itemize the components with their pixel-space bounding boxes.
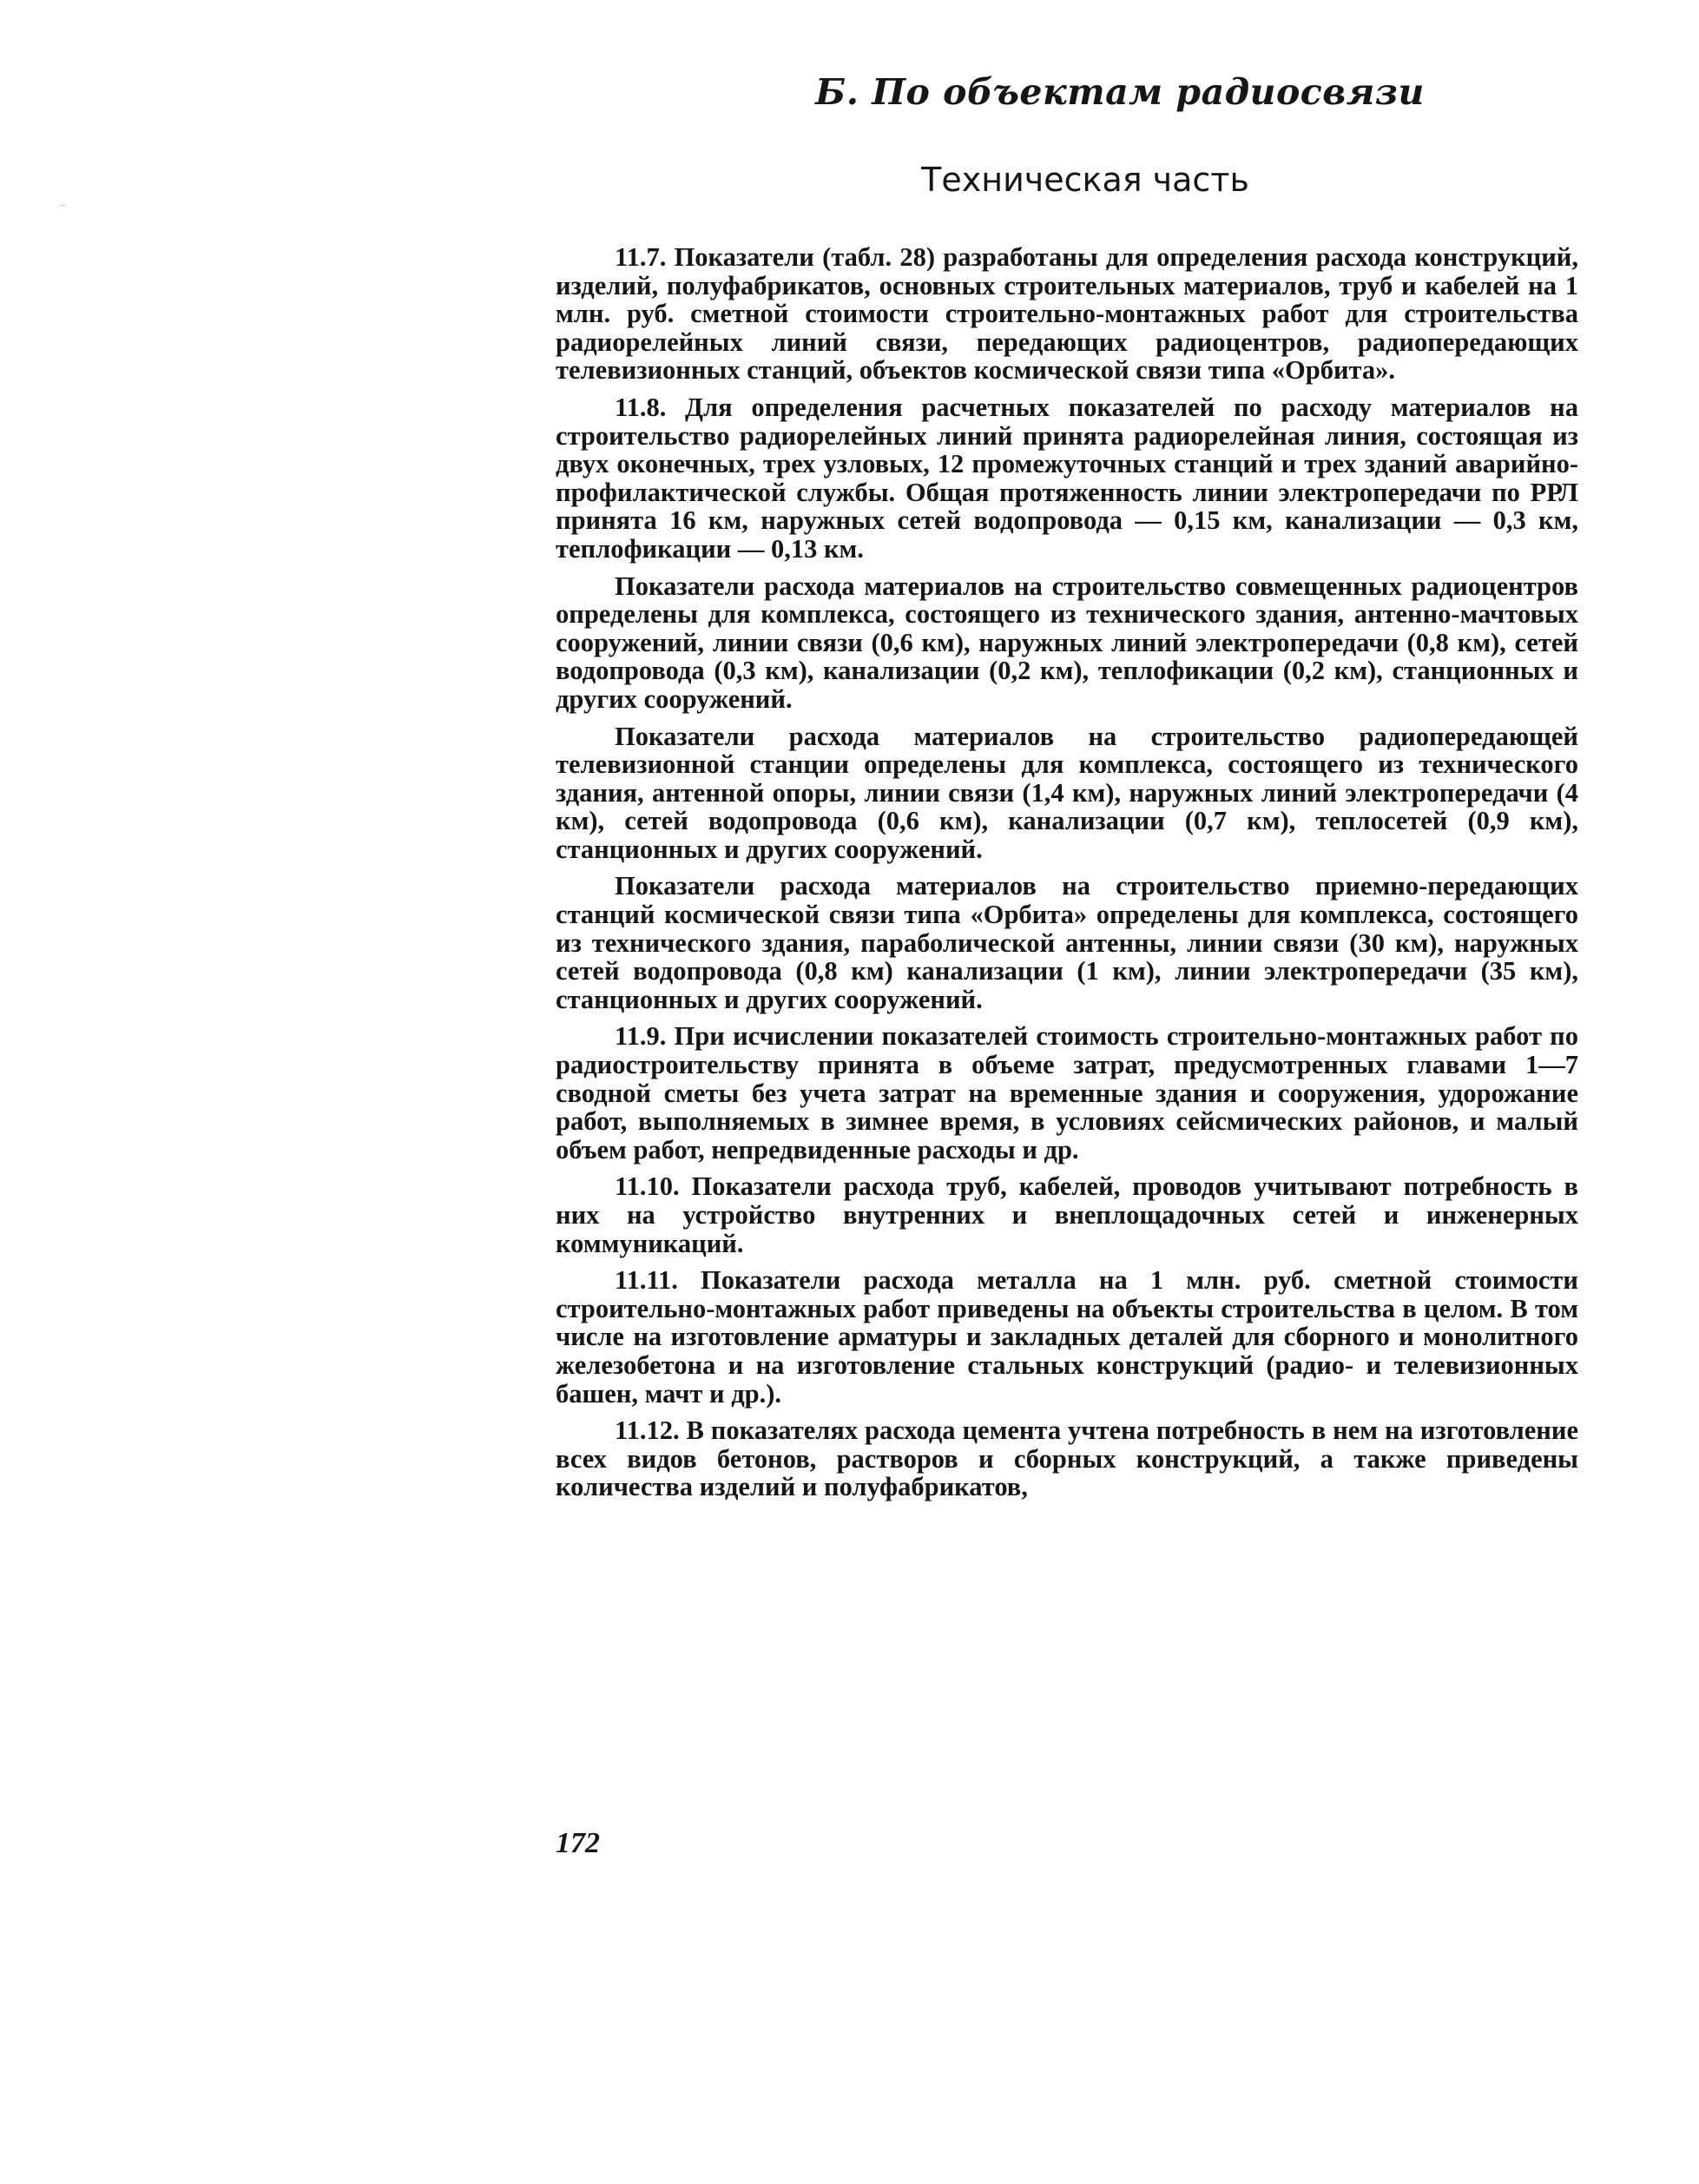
scan-mark bbox=[59, 205, 66, 206]
section-title: Б. По объектам радиосвязи bbox=[815, 71, 1425, 113]
page-number: 172 bbox=[556, 1827, 600, 1859]
paragraph-11-10: 11.10. Показатели расхода труб, кабелей, проводов учитывают потребность в них на устройство внутренних и внеплощадочных сетей и инженерных коммуникаций. bbox=[556, 1171, 1578, 1258]
paragraph-11-7: 11.7. Показатели (табл. 28) разработаны для определения расхода конструкций, изделий, полуфабрикатов, основных строительных материалов, труб и кабелей на 1 млн. руб. сметной стоимости строительно-монтажных работ для строительства радиорелейных линий связи, передающих радиоцентров, радиопередающих телевизионных станций, объектов космической связи типа «Орбита». bbox=[556, 242, 1578, 386]
body-text bbox=[556, 243, 1578, 1510]
paragraph-11-9: 11.9. При исчислении показателей стоимость строительно-монтажных работ по радиостроительству принята в объеме затрат, предусмотренных главами 1—7 сводной сметы без учета затрат на временные здания и сооружения, удорожание работ, выполняемых в зимнее время, в условиях сейсмических районов, и малый объем работ, непредвиденные расходы и др. bbox=[556, 1021, 1578, 1165]
paragraph-radiocenters: Показатели расхода материалов на строительство совмещенных радиоцентров определены для комплекса, состоящего из технического здания, антенно-мачтовых сооружений, линии связи (0,6 км), наружных линий электропередачи (0,8 км), сетей водопровода (0,3 км), канализации (0,2 км), теплофикации (0,2 км), станционных и других сооружений. bbox=[556, 571, 1578, 714]
paragraph-11-11: 11.11. Показатели расхода металла на 1 млн. руб. сметной стоимости строительно-монтажных работ приведены на объекты строительства в целом. В том числе на изготовление арматуры и закладных деталей для сборного и монолитного железобетона и на изготовление стальных конструкций (радио- и телевизионных башен, мачт и др.). bbox=[556, 1265, 1578, 1409]
paragraph-11-8: 11.8. Для определения расчетных показателей по расходу материалов на строительство радиорелейных линий принята радиорелейная линия, состоящая из двух оконечных, трех узловых, 12 промежуточных станций и трех зданий аварийно-профилактической службы. Общая протяженность линии электропередачи по РРЛ принята 16 км, наружных сетей водопровода — 0,15 км, канализации — 0,3 км, теплофикации — 0,13 км. bbox=[556, 392, 1578, 564]
paragraph-orbita: Показатели расхода материалов на строительство приемно-передающих станций космической связи типа «Орбита» определены для комплекса, состоящего из технического здания, параболической антенны, линии связи (30 км), наружных сетей водопровода (0,8 км) канализации (1 км), линии электропередачи (35 км), станционных и других сооружений. bbox=[556, 871, 1578, 1014]
subsection-title: Техническая часть bbox=[921, 161, 1249, 199]
paragraph-11-12: 11.12. В показателях расхода цемента учтена потребность в нем на изготовление всех видов бетонов, растворов и сборных конструкций, а также приведены количества изделий и полуфабрикатов, bbox=[556, 1415, 1578, 1502]
paragraph-tv-station: Показатели расхода материалов на строительство радиопередающей телевизионной станции определены для комплекса, состоящего из технического здания, антенной опоры, линии связи (1,4 км), наружных линий электропередачи (4 км), сетей водопровода (0,6 км), канализации (0,7 км), теплосетей (0,9 км), станционных и других сооружений. bbox=[556, 721, 1578, 864]
